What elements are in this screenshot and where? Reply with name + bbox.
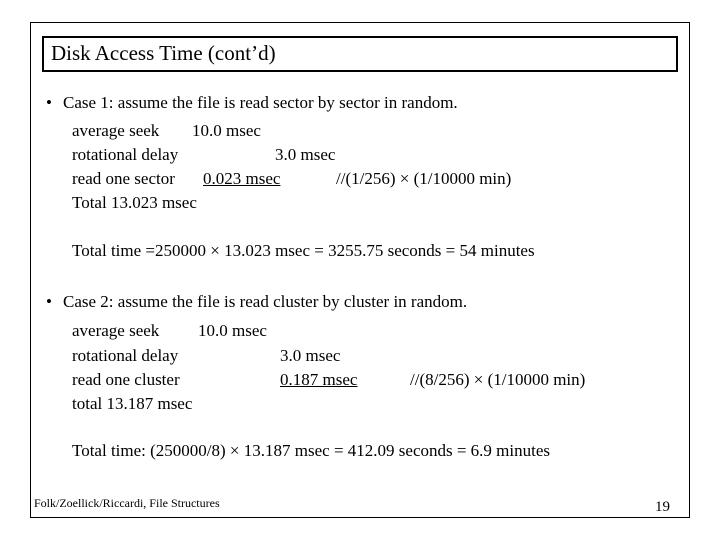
case1-total: Total 13.023 msec <box>72 193 197 212</box>
case1-label: Case 1 <box>63 93 109 112</box>
case2-bullet: • <box>46 292 52 311</box>
footer-credit: Folk/Zoellick/Riccardi, File Structures <box>34 496 220 510</box>
case2-label: Case 2 <box>63 292 109 311</box>
case1-heading <box>63 94 458 111</box>
case2-read-value: 0.187 msec <box>280 370 358 389</box>
case2-total-time: Total time: (250000/8) × 13.187 msec = 412.09 seconds = 6.9 minutes <box>72 441 551 460</box>
case1-read-value: 0.023 msec <box>203 169 281 188</box>
case1-rot-value: 3.0 msec <box>275 145 336 164</box>
case2-rot-value: 3.0 msec <box>280 346 341 365</box>
case2-seek-label: average seek <box>72 321 160 340</box>
case2-read-label: read one cluster <box>72 370 180 389</box>
page-title: Disk Access Time (cont’d) <box>51 41 276 65</box>
case2-text: : assume the file is read cluster by cluster in random. <box>108 292 468 311</box>
case2-seek-value: 10.0 msec <box>198 321 267 340</box>
case1-seek-label: average seek <box>72 121 160 140</box>
case1-read-label: read one sector <box>72 169 175 188</box>
case1-text: : assume the file is read sector by sector in random. <box>108 93 458 112</box>
case1-bullet: • <box>46 93 52 112</box>
case2-heading <box>63 293 467 310</box>
case2-rot-label: rotational delay <box>72 346 179 365</box>
case1-total-time: Total time =250000 × 13.023 msec = 3255.75 seconds = 54 minutes <box>72 241 535 260</box>
case1-rot-label: rotational delay <box>72 145 179 164</box>
case2-total: total 13.187 msec <box>72 394 193 413</box>
case1-read-note: //(1/256) × (1/10000 min) <box>336 169 512 188</box>
case2-read-note: //(8/256) × (1/10000 min) <box>410 370 586 389</box>
case1-seek-value: 10.0 msec <box>192 121 261 140</box>
page-number: 19 <box>655 499 670 515</box>
